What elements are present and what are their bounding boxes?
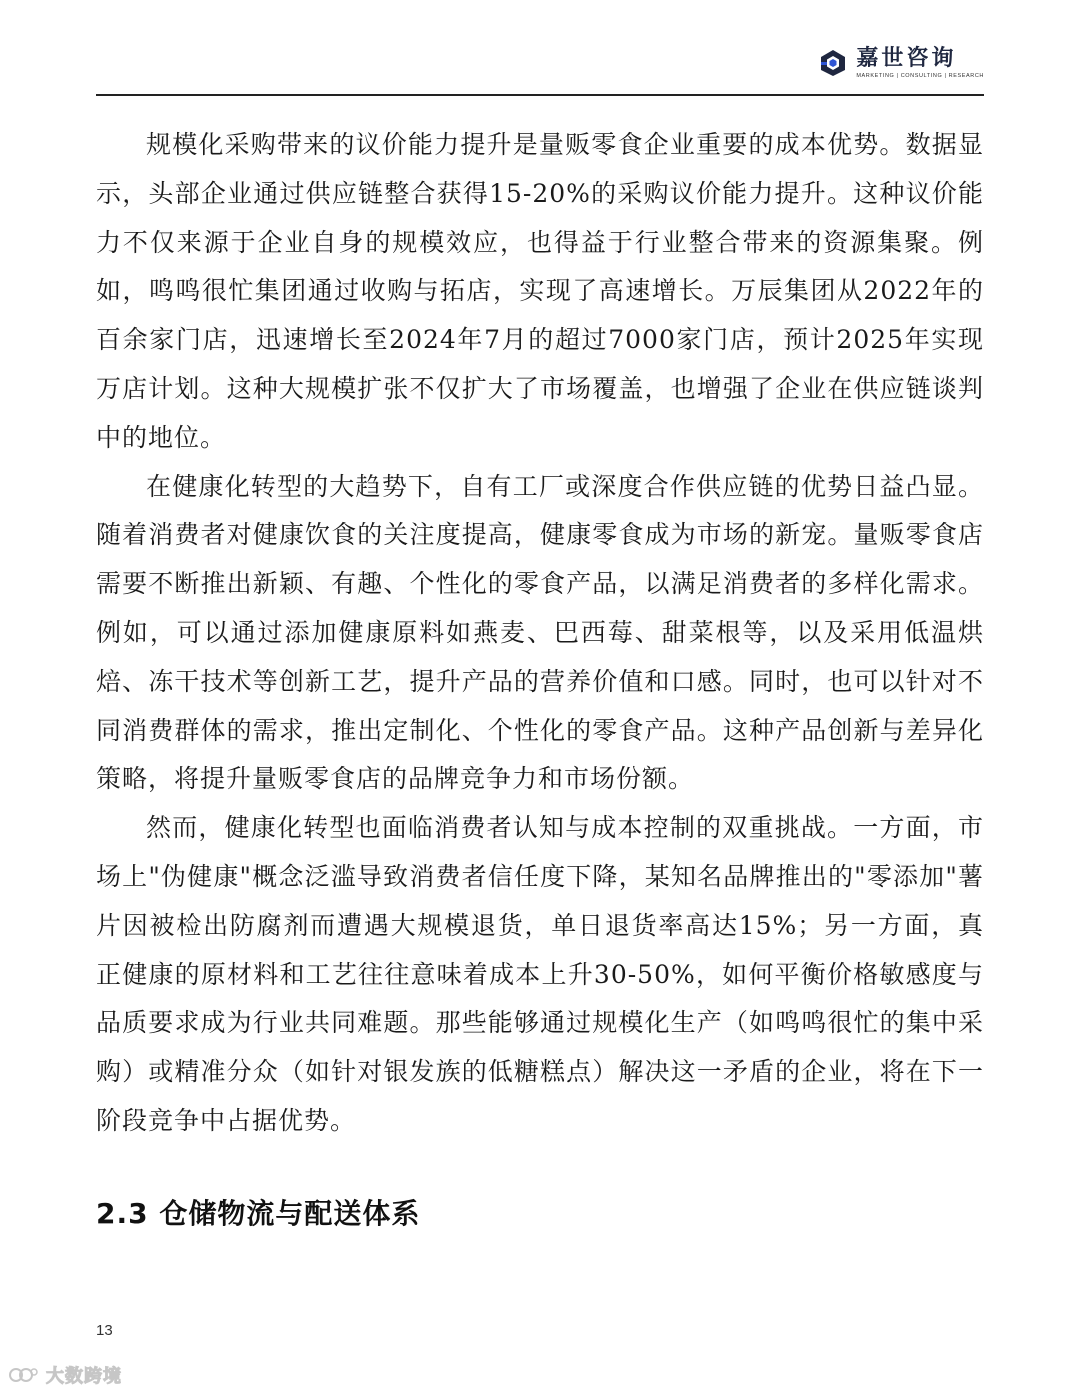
header-divider <box>96 94 984 96</box>
paragraph-procurement: 规模化采购带来的议价能力提升是量贩零食企业重要的成本优势。数据显示，头部企业通过供应链整合获得15-20%的采购议价能力提升。这种议价能力不仅来源于企业自身的规模效应，也得益于行业整合带来的资源集聚。例如，鸣鸣很忙集团通过收购与拓店，实现了高速增长。万辰集团从2022年的百余家门店，迅速增长至2024年7月的超过7000家门店，预计2025年实现万店计划。这种大规模扩张不仅扩大了市场覆盖，也增强了企业在供应链谈判中的地位。 <box>96 130 984 452</box>
page-header <box>96 40 984 96</box>
logo-subtitle: MARKETING | CONSULTING | RESEARCH <box>856 73 984 79</box>
section-heading: 2.3 仓储物流与配送体系 <box>96 1197 421 1230</box>
paragraph-health-trend: 在健康化转型的大趋势下，自有工厂或深度合作供应链的优势日益凸显。随着消费者对健康饮食的关注度提高，健康零食成为市场的新宠。量贩零食店需要不断推出新颖、有趣、个性化的零食产品，以满足消费者的多样化需求。例如，可以通过添加健康原料如燕麦、巴西莓、甜菜根等，以及采用低温烘焙、冻干技术等创新工艺，提升产品的营养价值和口感。同时，也可以针对不同消费群体的需求，推出定制化、个性化的零食产品。这种产品创新与差异化策略，将提升量贩零食店的品牌竞争力和市场份额。 <box>96 471 984 794</box>
watermark-logo-icon <box>8 1364 40 1386</box>
company-logo-icon <box>818 48 848 78</box>
page-number: 13 <box>96 1322 113 1339</box>
watermark-text: 大数跨境 <box>46 1366 122 1387</box>
body-text <box>96 121 984 1146</box>
watermark <box>8 1362 122 1388</box>
paragraph-challenges: 然而，健康化转型也面临消费者认知与成本控制的双重挑战。一方面，市场上"伪健康"概念泛滥导致消费者信任度下降，某知名品牌推出的"零添加"薯片因被检出防腐剂而遭遇大规模退货，单日退货率高达15%；另一方面，真正健康的原材料和工艺往往意味着成本上升30-50%，如何平衡价格敏感度与品质要求成为行业共同难题。那些能够通过规模化生产（如鸣鸣很忙的集中采购）或精准分众（如针对银发族的低糖糕点）解决这一矛盾的企业，将在下一阶段竞争中占据优势。 <box>96 813 984 1135</box>
logo-title: 嘉世咨询 <box>856 46 957 71</box>
company-logo <box>818 46 984 80</box>
